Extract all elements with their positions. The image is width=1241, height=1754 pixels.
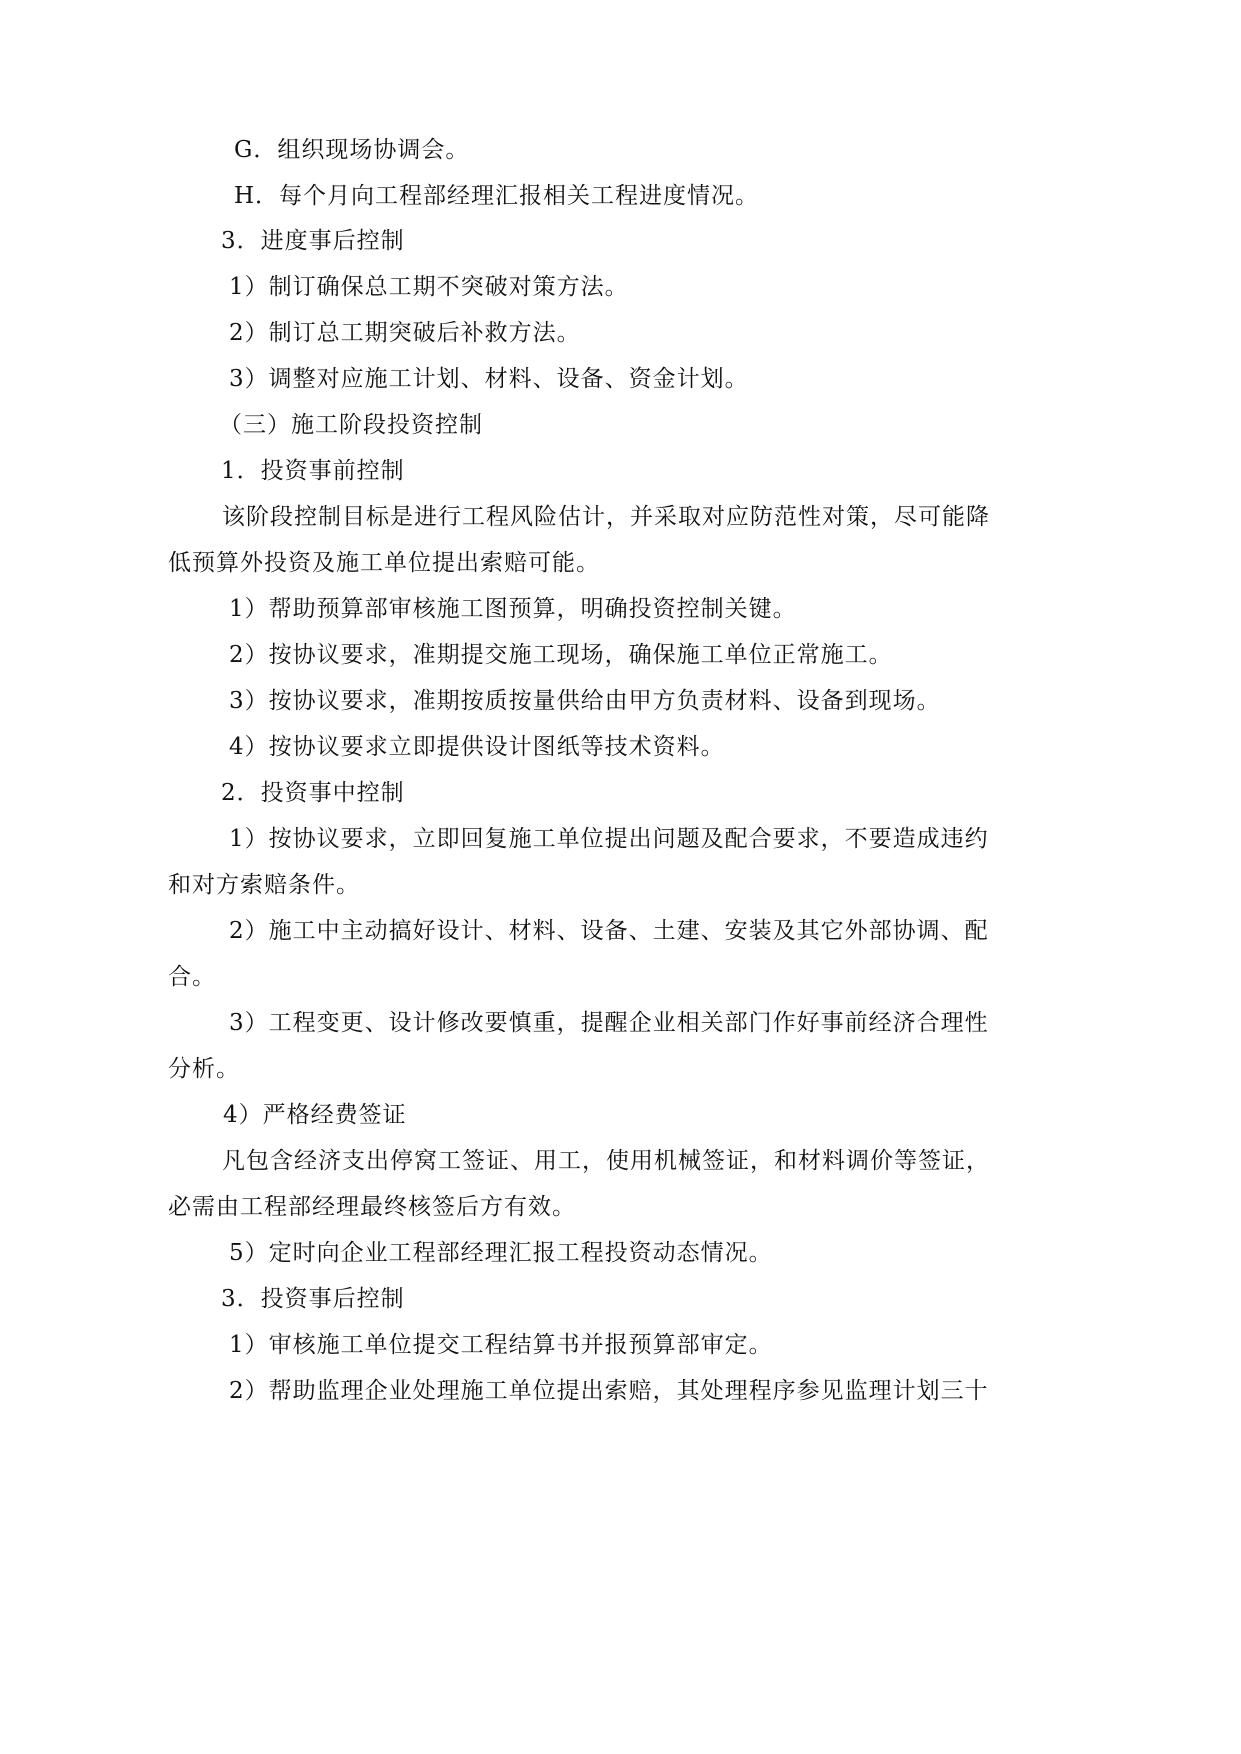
paragraph-line: 该阶段控制目标是进行工程风险估计，并采取对应防范性对策，尽可能降 bbox=[222, 504, 990, 530]
text-line: G．组织现场协调会。 bbox=[234, 137, 470, 163]
section-heading: （三）施工阶段投资控制 bbox=[219, 412, 483, 438]
text-line: 5）定时向企业工程部经理汇报工程投资动态情况。 bbox=[229, 1240, 773, 1266]
paragraph-line: 必需由工程部经理最终核签后方有效。 bbox=[168, 1194, 576, 1220]
text-line: 2）制订总工期突破后补救方法。 bbox=[229, 320, 581, 346]
section-heading: 2．投资事中控制 bbox=[221, 780, 405, 806]
section-heading: 3．投资事后控制 bbox=[221, 1286, 405, 1312]
text-line: 4）严格经费签证 bbox=[223, 1102, 407, 1128]
text-line: 3）调整对应施工计划、材料、设备、资金计划。 bbox=[229, 366, 749, 392]
paragraph-line: 分析。 bbox=[168, 1056, 240, 1082]
paragraph-line: 合。 bbox=[168, 964, 216, 990]
section-heading: 1．投资事前控制 bbox=[221, 458, 405, 484]
text-line: H．每个月向工程部经理汇报相关工程进度情况。 bbox=[234, 183, 760, 209]
text-line: 2）按协议要求，准期提交施工现场，确保施工单位正常施工。 bbox=[229, 642, 893, 668]
text-line: 4）按协议要求立即提供设计图纸等技术资料。 bbox=[229, 734, 725, 760]
paragraph-line: 2）帮助监理企业处理施工单位提出索赔，其处理程序参见监理计划三十 bbox=[229, 1378, 989, 1404]
paragraph-line: 2）施工中主动搞好设计、材料、设备、土建、安装及其它外部协调、配 bbox=[229, 918, 989, 944]
paragraph-line: 凡包含经济支出停窝工签证、用工，使用机械签证，和材料调价等签证， bbox=[222, 1148, 990, 1174]
paragraph-line: 和对方索赔条件。 bbox=[168, 872, 360, 898]
text-line: 3）按协议要求，准期按质按量供给由甲方负责材料、设备到现场。 bbox=[229, 688, 941, 714]
text-line: 1）审核施工单位提交工程结算书并报预算部审定。 bbox=[229, 1332, 773, 1358]
paragraph-line: 3）工程变更、设计修改要慎重，提醒企业相关部门作好事前经济合理性 bbox=[229, 1010, 989, 1036]
paragraph-line: 1）按协议要求，立即回复施工单位提出问题及配合要求，不要造成违约 bbox=[229, 826, 989, 852]
text-line: 1）制订确保总工期不突破对策方法。 bbox=[229, 274, 629, 300]
section-heading: 3．进度事后控制 bbox=[221, 228, 405, 254]
text-line: 1）帮助预算部审核施工图预算，明确投资控制关键。 bbox=[229, 596, 797, 622]
paragraph-line: 低预算外投资及施工单位提出索赔可能。 bbox=[168, 550, 600, 576]
